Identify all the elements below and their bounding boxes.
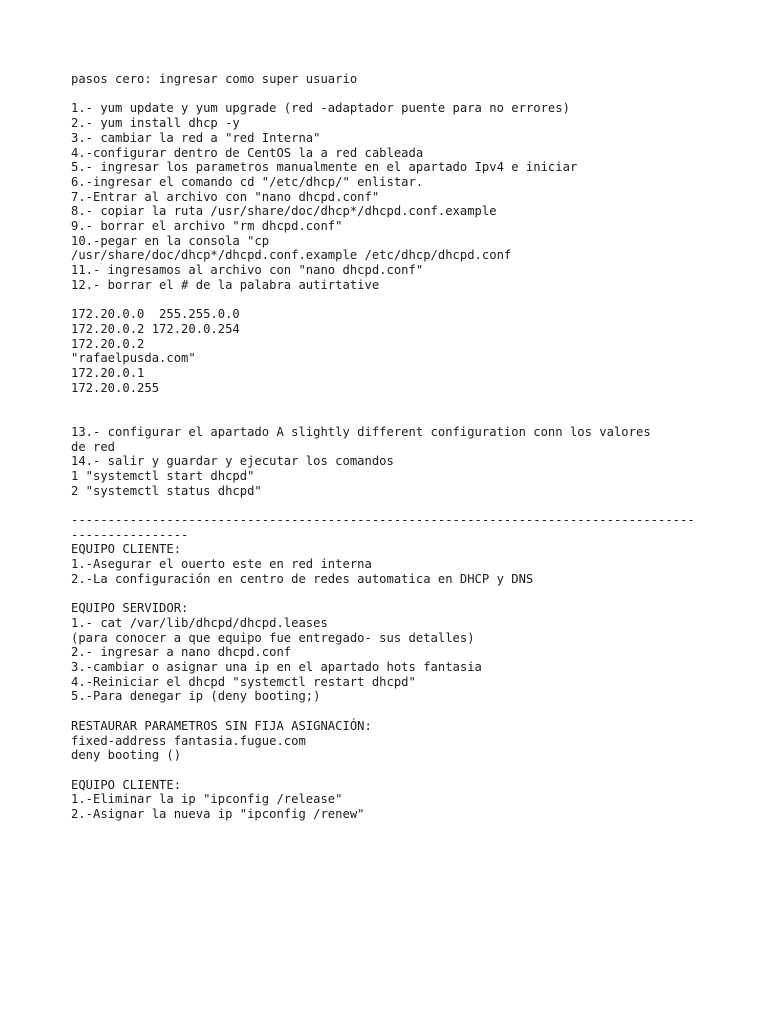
text-line: 10.-pegar en la consola "cp	[71, 233, 270, 248]
text-line: 13.- configurar el apartado A slightly different configuration conn los valores	[71, 424, 651, 439]
blank-line	[71, 293, 711, 308]
blank-line	[71, 587, 711, 602]
text-line: de red	[71, 439, 116, 454]
text-line: 12.- borrar el # de la palabra autirtative	[71, 277, 380, 292]
text-line: (para conocer a que equipo fue entregado- sus detalles)	[71, 630, 475, 645]
text-line: EQUIPO SERVIDOR:	[71, 601, 189, 616]
text-line: 4.-Reiniciar el dhcpd "systemctl restart dhcpd"	[71, 674, 416, 689]
text-line: 5.-Para denegar ip (deny booting;)	[71, 689, 321, 704]
text-line: 1.-Asegurar el ouerto este en red interna	[71, 557, 372, 572]
text-line: 9.- borrar el archivo "rm dhcpd.conf"	[71, 219, 343, 234]
text-line: 1.- yum update y yum upgrade (red -adaptador puente para no errores)	[71, 101, 570, 116]
text-line: 11.- ingresamos al archivo con "nano dhcpd.conf"	[71, 263, 424, 278]
text-line: 172.20.0.2	[71, 336, 145, 351]
text-line: EQUIPO CLIENTE:	[71, 777, 182, 792]
blank-line	[71, 410, 711, 425]
text-line: 2.-La configuración en centro de redes automatica en DHCP y DNS	[71, 571, 534, 586]
document-text	[71, 72, 711, 822]
text-line: 8.- copiar la ruta /usr/share/doc/dhcp*/dhcpd.conf.example	[71, 204, 497, 219]
blank-line	[71, 87, 711, 102]
text-line: 5.- ingresar los parametros manualmente en el apartado Ipv4 e iniciar	[71, 160, 578, 175]
text-line: 1.- cat /var/lib/dhcpd/dhcpd.leases	[71, 615, 328, 630]
text-line: 3.- cambiar la red a "red Interna"	[71, 130, 321, 145]
text-line: -------------------------------------------------------------------------------------	[71, 513, 695, 528]
text-line: 172.20.0.0 255.255.0.0	[71, 307, 240, 322]
text-line: ----------------	[71, 527, 189, 542]
text-line: 2.-Asignar la nueva ip "ipconfig /renew"	[71, 807, 365, 822]
blank-line	[71, 395, 711, 410]
text-line: 1 "systemctl start dhcpd"	[71, 468, 255, 483]
text-line: 172.20.0.1	[71, 366, 145, 381]
text-line: 14.- salir y guardar y ejecutar los comandos	[71, 454, 394, 469]
text-line: 4.-configurar dentro de CentOS la a red cableada	[71, 145, 424, 160]
text-line: 7.-Entrar al archivo con "nano dhcpd.conf"	[71, 189, 380, 204]
text-line: RESTAURAR PARAMETROS SIN FIJA ASIGNACIÓN:	[71, 718, 372, 733]
text-line: 3.-cambiar o asignar una ip en el apartado hots fantasia	[71, 660, 482, 675]
text-line: EQUIPO CLIENTE:	[71, 542, 182, 557]
text-line: /usr/share/doc/dhcp*/dhcpd.conf.example /etc/dhcp/dhcpd.conf	[71, 248, 512, 263]
text-line: 172.20.0.2 172.20.0.254	[71, 321, 240, 336]
text-line: pasos cero: ingresar como super usuario	[71, 72, 358, 86]
blank-line	[71, 763, 711, 778]
text-line: 2 "systemctl status dhcpd"	[71, 483, 262, 498]
text-line: 2.- ingresar a nano dhcpd.conf	[71, 645, 292, 660]
text-line: 2.- yum install dhcp -y	[71, 116, 240, 131]
text-line: 1.-Eliminar la ip "ipconfig /release"	[71, 792, 343, 807]
text-line: "rafaelpusda.com"	[71, 351, 196, 366]
text-line: 172.20.0.255	[71, 380, 160, 395]
text-line: 6.-ingresar el comando cd "/etc/dhcp/" enlistar.	[71, 174, 424, 189]
blank-line	[71, 498, 711, 513]
text-line: fixed-address fantasia.fugue.com	[71, 733, 306, 748]
text-line: deny booting ()	[71, 748, 182, 763]
blank-line	[71, 704, 711, 719]
